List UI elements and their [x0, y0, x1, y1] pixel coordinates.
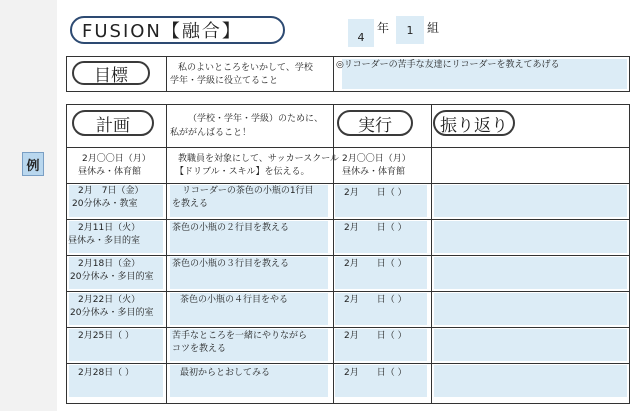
goal-prompt-line1: 私のよいところをいかして、学校: [178, 63, 313, 73]
row-4-date: 2月22日（火）: [78, 295, 141, 305]
row-6-task-line1: 最初からとおしてみる: [180, 368, 271, 378]
example-task-line2: 【ドリブル・スキル】を伝える。: [175, 167, 310, 177]
row-6-date: 2月28日（ ）: [78, 368, 135, 378]
example-date: 2月〇〇日（月）: [82, 154, 151, 164]
example-exec-place: 昼休み・体育館: [342, 167, 406, 177]
row-6-exec: 2月 日（ ）: [344, 368, 407, 378]
row-3-exec: 2月 日（ ）: [344, 259, 407, 269]
row-3-place: 20分休み・多目的室: [70, 272, 154, 282]
example-place: 昼休み・体育館: [78, 167, 142, 177]
grade-label: 年: [377, 21, 390, 35]
row-3-task-line1: 茶色の小瓶の３行目を教える: [172, 259, 290, 269]
row-2-reflection-field[interactable]: [434, 221, 627, 253]
goal-label-text: 目標: [94, 65, 128, 86]
row-4-place: 20分休み・多目的室: [70, 308, 154, 318]
example-badge: [22, 152, 44, 176]
row-2-task-line1: 茶色の小瓶の２行目を教える: [172, 223, 290, 233]
plan-prompt-line2: 私ががんばること！: [170, 128, 252, 138]
row-2-place: 昼休み・多目的室: [68, 236, 141, 246]
row-1-task-line2: を教える: [172, 199, 209, 209]
reflection-label-text: 振り返り: [440, 115, 508, 136]
row-3-reflection-field[interactable]: [434, 257, 627, 289]
row-1-date: 2月 7日（金）: [78, 186, 144, 196]
row-5-task-line2: コツを教える: [172, 344, 227, 354]
row-5-exec: 2月 日（ ）: [344, 331, 407, 341]
goal-label: [72, 61, 150, 85]
row-5-task-line1: 苦手なところを一緒にやりながら: [172, 331, 308, 341]
row-2-exec: 2月 日（ ）: [344, 223, 407, 233]
row-5-reflection-field[interactable]: [434, 329, 627, 361]
row-1-place: 20分休み・教室: [72, 199, 138, 209]
row-2-date: 2月11日（火）: [78, 223, 141, 233]
row-1-reflection-field[interactable]: [434, 185, 627, 217]
worksheet-title: [70, 16, 285, 44]
row-4-exec: 2月 日（ ）: [344, 295, 407, 305]
grade-field[interactable]: 4: [348, 19, 374, 47]
row-4-reflection-field[interactable]: [434, 293, 627, 325]
plan-prompt-line1: （学校・学年・学級）のために、: [188, 114, 324, 124]
example-exec-date: 2月〇〇日（月）: [342, 154, 411, 164]
row-1-task-line1: リコーダーの茶色の小瓶の1行目: [182, 186, 314, 196]
plan-label-text: 計画: [96, 115, 130, 136]
class-label: 組: [427, 21, 440, 35]
row-5-date: 2月25日（ ）: [78, 331, 135, 341]
reflection-label: [433, 110, 515, 136]
example-task-line1: 教職員を対象にして、サッカースクール: [178, 154, 340, 164]
example-badge-text: 例: [26, 158, 40, 174]
plan-label: [72, 110, 154, 136]
execute-label-text: 実行: [358, 115, 392, 136]
row-3-date: 2月18日（金）: [78, 259, 141, 269]
goal-content: ◎リコーダーの苦手な友達にリコーダーを教えてあげる: [336, 60, 560, 70]
goal-prompt-line2: 学年・学級に役立てること: [170, 76, 279, 86]
row-1-exec: 2月 日（ ）: [344, 188, 407, 198]
worksheet-title-text: FUSION【融合】: [82, 21, 242, 42]
class-field[interactable]: 1: [396, 16, 424, 44]
row-4-task-line1: 茶色の小瓶の４行目をやる: [180, 295, 289, 305]
row-6-reflection-field[interactable]: [434, 365, 627, 397]
execute-label: [337, 110, 413, 136]
